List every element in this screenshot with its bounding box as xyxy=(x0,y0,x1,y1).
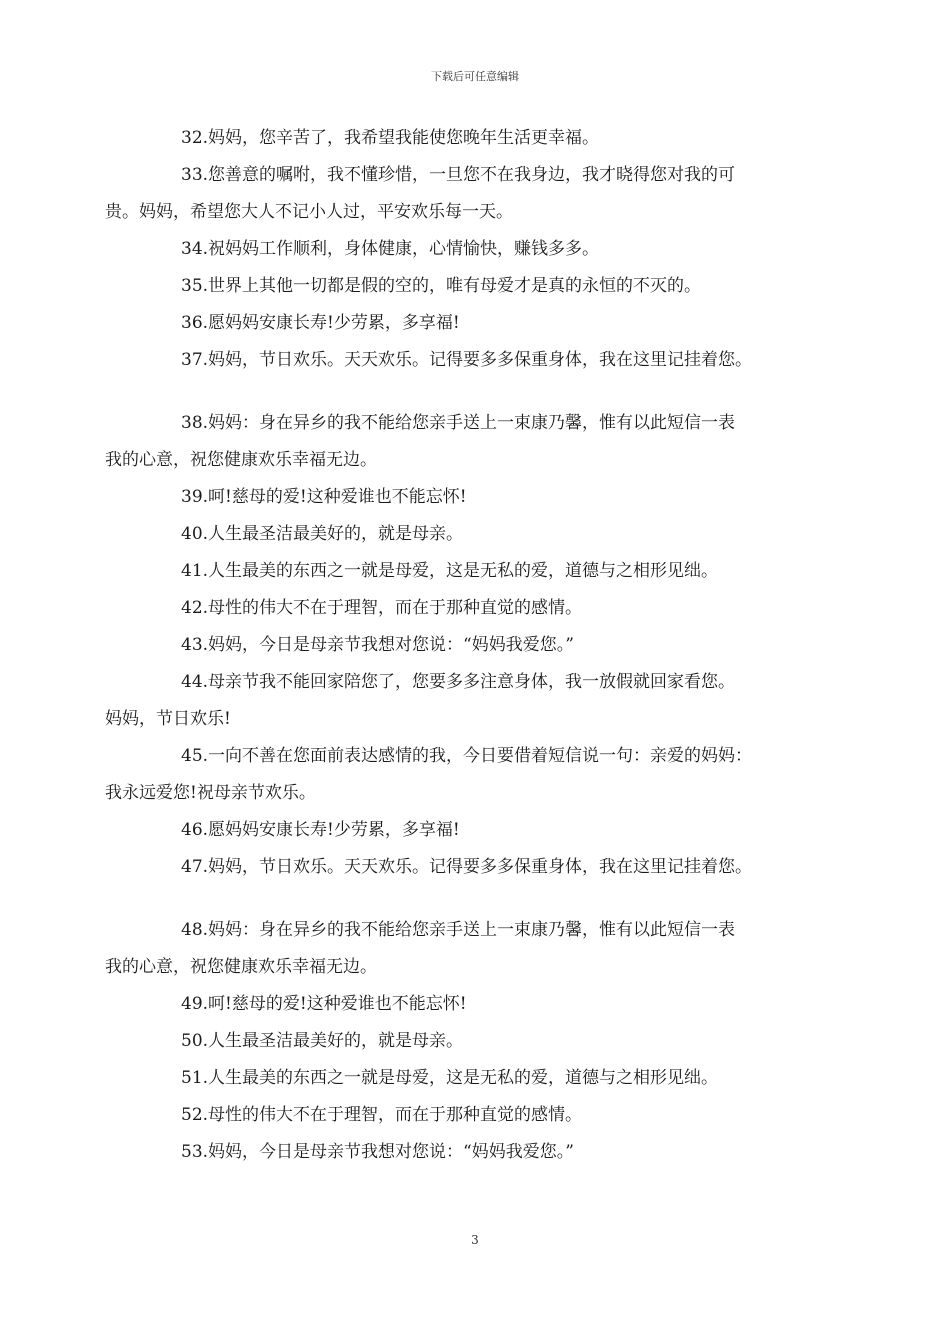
paragraph xyxy=(143,268,823,305)
document-body xyxy=(105,120,823,1171)
paragraph-gap xyxy=(143,379,823,405)
paragraph-gap xyxy=(143,886,823,912)
paragraph xyxy=(143,553,823,590)
paragraph-continuation-line: 我的心意，祝您健康欢乐幸福无边。 xyxy=(105,450,377,470)
paragraph-line: 33.您善意的嘱咐，我不懂珍惜，一旦您不在我身边，我才晓得您对我的可 xyxy=(181,165,736,185)
paragraph-line: 35.世界上其他一切都是假的空的，唯有母爱才是真的永恒的不灭的。 xyxy=(181,276,702,296)
paragraph-line: 32.妈妈，您辛苦了，我希望我能使您晚年生活更幸福。 xyxy=(181,128,600,148)
paragraph xyxy=(143,812,823,849)
paragraph xyxy=(143,986,823,1023)
paragraph xyxy=(143,342,823,379)
paragraph-line: 39.呵!慈母的爱!这种爱谁也不能忘怀! xyxy=(181,487,467,507)
paragraph xyxy=(143,1097,823,1134)
paragraph-line: 40.人生最圣洁最美好的，就是母亲。 xyxy=(181,524,464,544)
paragraph xyxy=(143,120,823,157)
paragraph-line: 43.妈妈，今日是母亲节我想对您说：“妈妈我爱您。” xyxy=(181,635,574,655)
paragraph-line: 48.妈妈：身在异乡的我不能给您亲手送上一束康乃馨，惟有以此短信一表 xyxy=(181,920,736,940)
paragraph-line: 51.人生最美的东西之一就是母爱，这是无私的爱，道德与之相形见绌。 xyxy=(181,1068,719,1088)
paragraph-line: 37.妈妈，节日欢乐。天天欢乐。记得要多多保重身体，我在这里记挂着您。 xyxy=(181,350,753,370)
paragraph-line: 34.祝妈妈工作顺利，身体健康，心情愉快，赚钱多多。 xyxy=(181,239,600,259)
page-header: 下载后可任意编辑 xyxy=(431,70,519,83)
paragraph xyxy=(143,590,823,627)
paragraph xyxy=(143,479,823,516)
paragraph-line: 45.一向不善在您面前表达感情的我，今日要借着短信说一句：亲爱的妈妈： xyxy=(181,746,753,766)
paragraph-line: 49.呵!慈母的爱!这种爱谁也不能忘怀! xyxy=(181,994,467,1014)
paragraph xyxy=(105,738,823,812)
paragraph xyxy=(105,157,823,231)
paragraph-continuation-line: 贵。妈妈，希望您大人不记小人过，平安欢乐每一天。 xyxy=(105,202,513,222)
paragraph-line: 53.妈妈，今日是母亲节我想对您说：“妈妈我爱您。” xyxy=(181,1142,574,1162)
paragraph xyxy=(143,1134,823,1171)
paragraph xyxy=(143,516,823,553)
paragraph-line: 46.愿妈妈安康长寿!少劳累，多享福! xyxy=(181,820,460,840)
paragraph xyxy=(143,627,823,664)
paragraph xyxy=(143,849,823,886)
paragraph-continuation-line: 我的心意，祝您健康欢乐幸福无边。 xyxy=(105,957,377,977)
paragraph xyxy=(105,912,823,986)
paragraph-line: 52.母性的伟大不在于理智，而在于那种直觉的感情。 xyxy=(181,1105,583,1125)
paragraph-line: 47.妈妈，节日欢乐。天天欢乐。记得要多多保重身体，我在这里记挂着您。 xyxy=(181,857,753,877)
paragraph xyxy=(143,1023,823,1060)
paragraph-line: 44.母亲节我不能回家陪您了，您要多多注意身体，我一放假就回家看您。 xyxy=(181,672,736,692)
paragraph xyxy=(143,305,823,342)
paragraph-line: 36.愿妈妈安康长寿!少劳累，多享福! xyxy=(181,313,460,333)
paragraph-line: 42.母性的伟大不在于理智，而在于那种直觉的感情。 xyxy=(181,598,583,618)
page-number: 3 xyxy=(471,1233,479,1247)
paragraph xyxy=(105,664,823,738)
paragraph-line: 38.妈妈：身在异乡的我不能给您亲手送上一束康乃馨，惟有以此短信一表 xyxy=(181,413,736,433)
paragraph-continuation-line: 妈妈，节日欢乐! xyxy=(105,709,231,729)
paragraph xyxy=(105,405,823,479)
paragraph-line: 50.人生最圣洁最美好的，就是母亲。 xyxy=(181,1031,464,1051)
paragraph-line: 41.人生最美的东西之一就是母爱，这是无私的爱，道德与之相形见绌。 xyxy=(181,561,719,581)
paragraph xyxy=(143,231,823,268)
paragraph-continuation-line: 我永远爱您!祝母亲节欢乐。 xyxy=(105,783,316,803)
paragraph xyxy=(143,1060,823,1097)
